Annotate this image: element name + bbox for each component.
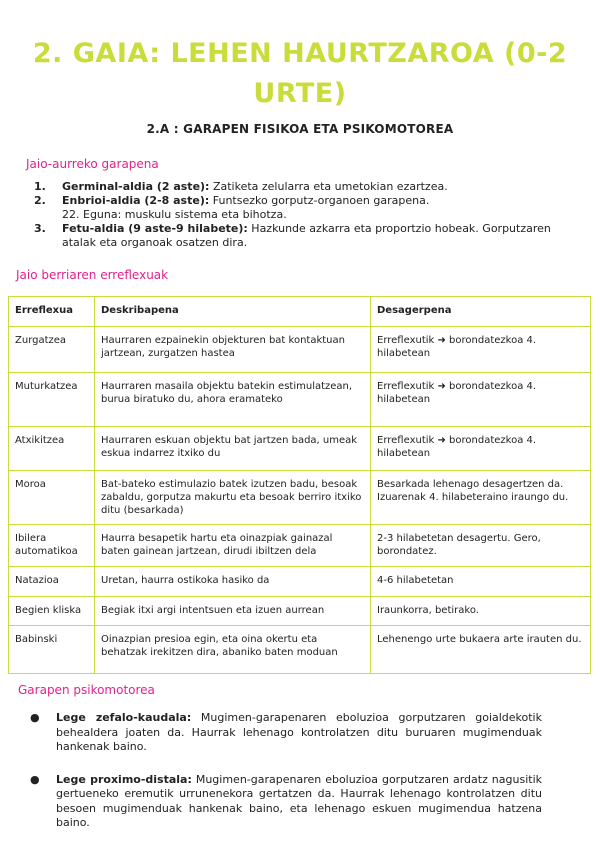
table-row	[9, 427, 591, 471]
reflex-disappearance: Lehenengo urte bukaera arte irauten du.	[371, 626, 591, 674]
reflex-description: Haurraren masaila objektu batekin estimulatzean, burua biratuko du, ahora eramateko	[95, 373, 371, 427]
list-term: Enbrioi-aldia (2-8 aste):	[62, 194, 210, 207]
reflex-name: Atxikitzea	[9, 427, 95, 471]
table-row	[9, 471, 591, 525]
reflex-description: Begiak itxi argi intentsuen eta izuen aurrean	[95, 597, 371, 626]
bullet-icon: ●	[30, 711, 40, 724]
reflex-disappearance: 4-6 hilabetetan	[371, 567, 591, 597]
list-text: Mugimen-garapenaren eboluzioa gorputzaren goialdekotik behealdera joaten da. Haurrak lehenago kontrolatzen ditu buruaren mugimenduak hankenak baino.	[56, 711, 542, 753]
table-row	[9, 567, 591, 597]
list-text: Zatiketa zelularra eta umetokian ezartzea.	[209, 180, 448, 193]
reflex-name: Ibilera automatikoa	[9, 525, 95, 567]
reflex-name: Zurgatzea	[9, 327, 95, 373]
list-number: 1.	[34, 180, 46, 193]
prenatal-list	[34, 180, 579, 250]
column-header: Desagerpena	[371, 297, 591, 327]
reflex-name: Begien kliska	[9, 597, 95, 626]
list-text: Hazkunde azkarra eta proportzio hobeak. Gorputzaren atalak eta organoak osatzen dira.	[62, 222, 551, 249]
table-row	[9, 626, 591, 674]
list-item	[34, 180, 579, 194]
reflex-disappearance: Erreflexutik ➜ borondatezkoa 4. hilabetean	[371, 327, 591, 373]
table-row	[9, 373, 591, 427]
table-row	[9, 327, 591, 373]
table-row	[9, 597, 591, 626]
list-text: Mugimen-garapenaren eboluzioa gorputzaren ardatz nagusitik gertueneko eremutik urrunenekora gertatzen da. Haurrak lehenago kontrolatzen ditu besoen mugimenduak hankenak baino, eta lehenago eskuen mugimendua hatzena baino.	[56, 772, 543, 829]
reflexes-heading: Jaio berriaren erreflexuak	[16, 268, 169, 282]
psychomotor-list	[30, 711, 542, 831]
reflex-description: Uretan, haurra ostikoka hasiko da	[95, 567, 371, 597]
list-extra: 22. Eguna: muskulu sistema eta bihotza.	[62, 208, 287, 221]
list-term: Fetu-aldia (9 aste-9 hilabete):	[62, 222, 248, 235]
reflex-name: Muturkatzea	[9, 373, 95, 427]
list-item	[34, 222, 579, 250]
prenatal-heading: Jaio-aurreko garapena	[26, 157, 159, 171]
reflex-disappearance: Iraunkorra, betirako.	[371, 597, 591, 626]
list-item	[34, 194, 579, 222]
psychomotor-heading: Garapen psikomotorea	[18, 683, 155, 697]
list-item	[30, 773, 542, 831]
list-term: Germinal-aldia (2 aste):	[62, 180, 210, 193]
reflex-description: Oinazpian presioa egin, eta oina okertu eta behatzak irekitzen dira, abaniko baten moduan	[95, 626, 371, 674]
list-number: 2.	[34, 194, 46, 207]
column-header: Erreflexua	[9, 297, 95, 327]
table-row	[9, 525, 591, 567]
reflex-disappearance: Besarkada lehenago desagertzen da. Izuarenak 4. hilabeteraino iraungo du.	[371, 471, 591, 525]
reflexes-table	[8, 296, 591, 674]
reflex-disappearance: Erreflexutik ➜ borondatezkoa 4. hilabetean	[371, 427, 591, 471]
reflex-disappearance: Erreflexutik ➜ borondatezkoa 4. hilabetean	[371, 373, 591, 427]
bullet-icon: ●	[30, 772, 40, 786]
list-item	[30, 711, 542, 755]
list-text: Funtsezko gorputz-organoen garapena.	[209, 194, 430, 207]
table-header-row	[9, 297, 591, 327]
list-number: 3.	[34, 222, 46, 235]
column-header: Deskribapena	[95, 297, 371, 327]
reflex-description: Haurraren ezpainekin objekturen bat kontaktuan jartzean, zurgatzen hastea	[95, 327, 371, 373]
reflex-description: Bat-bateko estimulazio batek izutzen badu, besoak zabaldu, gorputza makurtu eta besoak berriro itxiko ditu (besarkada)	[95, 471, 371, 525]
reflex-name: Natazioa	[9, 567, 95, 597]
reflex-description: Haurraren eskuan objektu bat jartzen bada, umeak eskua indarrez itxiko du	[95, 427, 371, 471]
reflex-name: Moroa	[9, 471, 95, 525]
section-subtitle: 2.A : GARAPEN FISIKOA ETA PSIKOMOTOREA	[146, 122, 454, 136]
reflex-disappearance: 2-3 hilabetetan desagertu. Gero, borondatez.	[371, 525, 591, 567]
reflex-description: Haurra besapetik hartu eta oinazpiak gainazal baten gainean jartzean, dirudi ibiltzen dela	[95, 525, 371, 567]
reflex-name: Babinski	[9, 626, 95, 674]
list-term: Lege zefalo-kaudala:	[56, 711, 192, 724]
list-term: Lege proximo-distala:	[56, 772, 192, 786]
page-title: 2. GAIA: LEHEN HAURTZAROA (0-2 URTE)	[32, 38, 568, 109]
